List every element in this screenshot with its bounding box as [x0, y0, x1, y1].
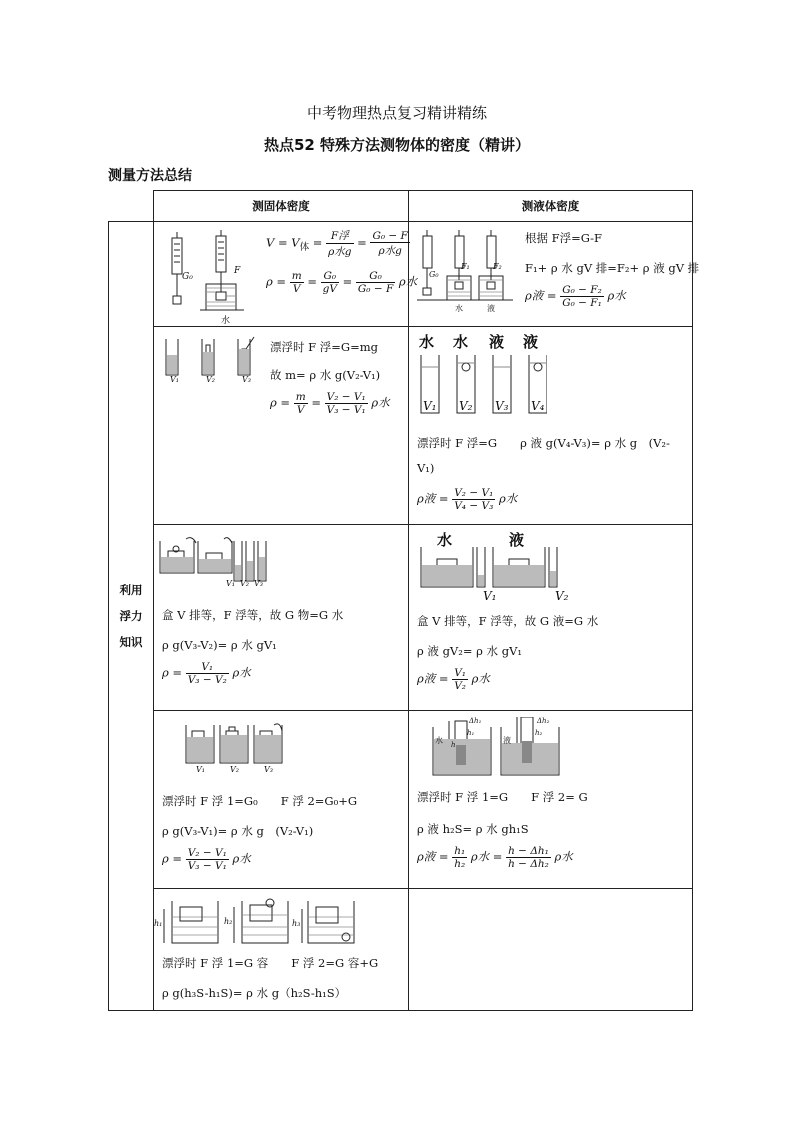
top-label-4: 液 — [523, 333, 539, 351]
label-G0-liquid: G₀ — [429, 270, 439, 279]
r4-solid-line1: 漂浮时 F 浮 1=G₀ F 浮 2=G₀+G — [162, 794, 358, 808]
r3-solid-line2: ρ g(V₃-V₂)= ρ 水 gV₁ — [162, 638, 277, 652]
label-cyl-V2: V₂ — [459, 399, 473, 413]
r4-label-V2: V₂ — [230, 765, 239, 774]
r2-solid-line2: 故 m= ρ 水 g(V₂-V₁) — [270, 368, 381, 382]
r4-liquid-line2: ρ 液 h₂S= ρ 水 gh₁S — [417, 822, 529, 836]
r3-label-V3: V₃ — [254, 579, 263, 588]
r3-label-V1: V₁ — [226, 579, 235, 588]
label-cyl-V4: V₄ — [531, 399, 545, 413]
label-F: F — [234, 266, 241, 276]
r4-solid-cell — [154, 711, 409, 889]
top-label-1: 水 — [419, 333, 435, 351]
label-water: 水 — [221, 316, 231, 326]
top-label-3: 液 — [489, 333, 505, 351]
side-label — [109, 222, 154, 1011]
r3-label-V2: V₂ — [240, 579, 249, 588]
header-solid-density: 测固体密度 — [154, 191, 409, 222]
method-summary-table — [108, 190, 700, 1011]
floating-box-in-cylinder-figure — [184, 721, 314, 771]
spring-scale-figure — [160, 230, 260, 322]
r3-solid-line1: 盒 V 排等，F 浮等，故 G 物=G 水 — [162, 608, 344, 622]
r4-label-V3: V₃ — [264, 765, 273, 774]
r3-liquid-formula: ρ液 = $\frac{\text{V₁}}{\text{V₂}}$ ρ水 — [417, 667, 490, 692]
r2-solid-line1: 漂浮时 F 浮=G=mg — [270, 340, 379, 354]
label-cyl-V1: V₁ — [423, 399, 437, 413]
r3-label-V1-liquid: V₁ — [483, 589, 497, 603]
side-label-2: 浮力 — [119, 609, 143, 623]
r4-label-V1: V₁ — [196, 765, 205, 774]
label-V3: V₃ — [242, 375, 251, 384]
label-water-liquid: 水 — [455, 304, 463, 313]
r5-label-h2: h₂ — [224, 917, 233, 926]
r3-label-V2-liquid: V₂ — [555, 589, 569, 603]
series-title: 中考物理热点复习精讲精练 — [306, 104, 487, 122]
label-F1: F₁ — [461, 262, 470, 271]
r1-solid-formula-volume: $V = V_体$ = $\frac{\text{F浮}}{\text{ρ水g}}$ = $\frac{\text{G₀ − F}}{\text{ρ水g}}$ — [266, 229, 408, 258]
r4-label-h: h — [451, 741, 456, 749]
label-cyl-V3: V₃ — [495, 399, 509, 413]
four-cylinders-figure — [417, 353, 547, 415]
r3-solid-formula: ρ = $\frac{\text{V₁}}{\text{V₃ − V₂}}$ ρ水 — [162, 661, 251, 686]
r5-solid-line1: 漂浮时 F 浮 1=G 容 F 浮 2=G 容+G — [162, 956, 379, 970]
r5-liquid-cell-empty — [409, 889, 693, 1011]
side-label-1: 利用 — [119, 583, 143, 597]
side-label-3: 知识 — [119, 635, 143, 649]
r2-solid-formula: ρ = $\frac{m}{V}$ = $\frac{\text{V₂ − V₁}}{\text{V₃ − V₁}}$ ρ水 — [270, 391, 390, 416]
r4-liquid-cell — [409, 711, 693, 889]
r5-label-h3: h₃ — [292, 919, 301, 928]
r2-liquid-line2: V₁) — [417, 461, 435, 475]
r4-liquid-line1: 漂浮时 F 浮 1=G F 浮 2= G — [417, 790, 588, 804]
topic-title: 热点52 特殊方法测物体的密度（精讲） — [263, 136, 531, 154]
r1-solid-cell — [154, 222, 418, 327]
label-V1: V₁ — [170, 375, 179, 384]
r1-liquid-formula: ρ液 = $\frac{\text{G₀ − F₂}}{\text{G₀ − F₁}}$ ρ水 — [525, 284, 626, 309]
r4-solid-line2: ρ g(V₃-V₁)= ρ 水 g (V₂-V₁) — [162, 824, 314, 838]
header-liquid-density: 测液体密度 — [409, 191, 693, 222]
r5-label-h1: h₁ — [154, 919, 163, 928]
r3-liquid-line2: ρ 液 gV₂= ρ 水 gV₁ — [417, 644, 522, 658]
box-float-solid-figure — [158, 537, 268, 587]
r3-top-liquid: 液 — [509, 531, 525, 549]
r4-label-water: 水 — [435, 736, 443, 745]
label-F2: F₂ — [493, 262, 502, 271]
r4-label-dh2: Δh₂ — [537, 717, 550, 725]
label-V2: V₂ — [206, 375, 215, 384]
r4-label-h1: h₁ — [467, 729, 475, 737]
label-liquid: 液 — [487, 304, 495, 313]
r5-solid-line2: ρ g(h₃S-h₁S)= ρ 水 g（h₂S-h₁S） — [162, 986, 347, 1000]
container-height-figure — [158, 895, 358, 951]
r5-solid-cell — [154, 889, 409, 1011]
r3-solid-cell — [154, 525, 409, 711]
r2-liquid-line1: 漂浮时 F 浮=G ρ 液 g(V₄-V₃)= ρ 水 g (V₂- — [417, 436, 670, 450]
r2-liquid-formula: ρ液 = $\frac{\text{V₂ − V₁}}{\text{V₄ − V₃}}$ ρ水 — [417, 487, 518, 512]
r4-liquid-formula: ρ液 = $\frac{\text{h₁}}{\text{h₂}}$ ρ水 = $\frac{\text{h − Δh₁}}{\text{h − Δh₂}}$ ρ水 — [417, 845, 573, 870]
r1-liquid-cell — [409, 222, 700, 327]
section-title: 测量方法总结 — [108, 168, 192, 184]
top-label-2: 水 — [453, 333, 469, 351]
r4-label-h2: h₂ — [535, 729, 543, 737]
r1-liquid-line1: 根据 F浮=G-F — [525, 231, 603, 245]
r2-liquid-cell — [409, 327, 693, 525]
r4-label-dh1: Δh₁ — [469, 717, 482, 725]
r1-solid-formula-density: ρ = $\frac{m}{V}$ = $\frac{\text{G₀}}{gV}$ = $\frac{\text{G₀}}{\text{G₀ − F}}$ ρ水 — [266, 270, 418, 295]
r3-top-water: 水 — [437, 531, 453, 549]
r4-label-liquid: 液 — [503, 736, 511, 745]
corner-cell — [109, 191, 154, 222]
r1-liquid-line2: F₁+ ρ 水 gV 排=F₂+ ρ 液 gV 排 — [525, 261, 700, 275]
label-G0: G₀ — [182, 272, 193, 282]
r3-liquid-line1: 盒 V 排等，F 浮等，故 G 液=G 水 — [417, 614, 599, 628]
r2-solid-cell — [154, 327, 409, 525]
r3-liquid-cell — [409, 525, 693, 711]
r4-solid-formula: ρ = $\frac{\text{V₂ − V₁}}{\text{V₃ − V₁}}$ ρ水 — [162, 847, 251, 872]
box-float-liquid-figure — [419, 539, 569, 595]
